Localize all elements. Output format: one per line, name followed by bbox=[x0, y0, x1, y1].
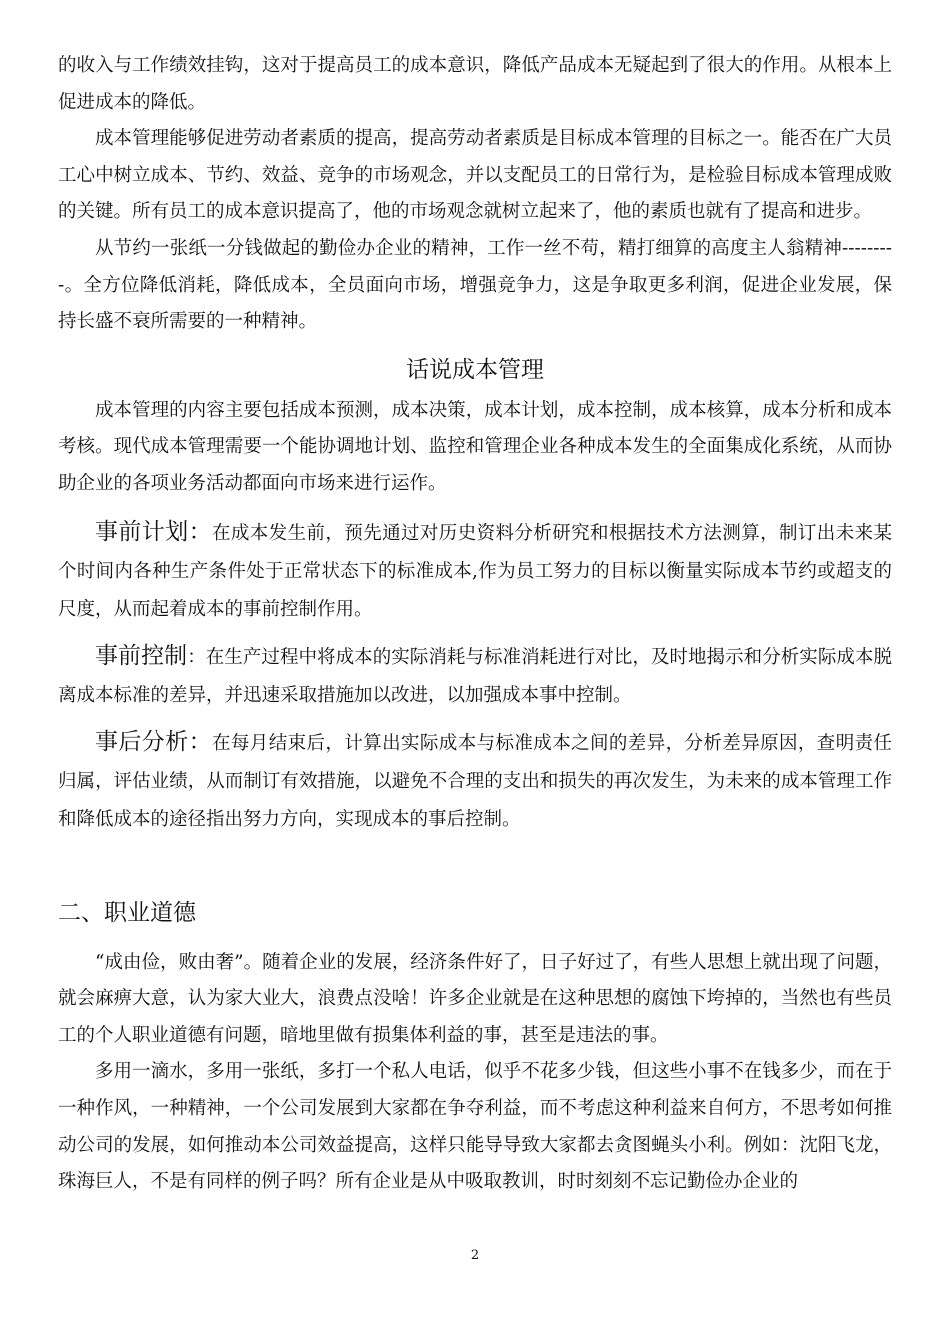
document-page bbox=[58, 48, 892, 1201]
term-label: 事后分析： bbox=[95, 728, 212, 755]
section-title: 话说成本管理 bbox=[406, 356, 544, 383]
page-number: 2 bbox=[470, 1248, 480, 1263]
term-label: 事前控制 bbox=[95, 642, 188, 669]
body-paragraph: 的收入与工作绩效挂钩，这对于提高员工的成本意识，降低产品成本无疑起到了很大的作用。从根本上促进成本的降低。 bbox=[58, 55, 892, 113]
body-paragraph: “成由俭，败由奢”。随着企业的发展，经济条件好了，日子好过了，有些人思想上就出现了问题，就会麻痹大意，认为家大业大，浪费点没啥！许多企业就是在这种思想的腐蚀下垮掉的，当然也有些员工的个人职业道德有问题，暗地里做有损集体利益的事，甚至是违法的事。 bbox=[58, 951, 892, 1046]
term-paragraph bbox=[58, 637, 892, 715]
intro-paragraph: 成本管理的内容主要包括成本预测，成本决策，成本计划，成本控制，成本核算，成本分析和成本考核。现代成本管理需要一个能协调地计划、监控和管理企业各种成本发生的全面集成化系统，从而协助企业的各项业务活动都面向市场来进行运作。 bbox=[58, 399, 892, 494]
term-description: 在成本发生前，预先通过对历史资料分析研究和根据技术方法测算，制订出未来某个时间内各种生产条件处于正常状态下的标准成本,作为员工努力的目标以衡量实际成本节约或超支的尺度，从而起着成本的事前控制作用。 bbox=[58, 522, 892, 620]
body-paragraph: 从节约一张纸一分钱做起的勤俭办企业的精神，工作一丝不苟，精打细算的高度主人翁精神---------。全方位降低消耗，降低成本，全员面向市场，增强竞争力，这是争取更多利润，促进企业发展，保持长盛不衰所需要的一种精神。 bbox=[58, 237, 892, 333]
body-paragraph: 多用一滴水，多用一张纸，多打一个私人电话，似乎不花多少钱，但这些小事不在钱多少，而在于一种作风，一种精神，一个公司发展到大家都在争夺利益，而不考虑这种利益来自何方，不思考如何推动公司的发展，如何推动本公司效益提高，这样只能导导致大家都去贪图蝇头小利。例如：沈阳飞龙，珠海巨人，不是有同样的例子吗？所有企业是从中吸取教训，时时刻刻不忘记勤俭办企业的 bbox=[58, 1061, 892, 1193]
term-paragraph bbox=[58, 723, 892, 839]
body-paragraph: 成本管理能够促进劳动者素质的提高，提高劳动者素质是目标成本管理的目标之一。能否在广大员工心中树立成本、节约、效益、竞争的市场观念，并以支配员工的日常行为，是检验目标成本管理成败的关键。所有员工的成本意识提高了，他的市场观念就树立起来了，他的素质也就有了提高和进步。 bbox=[58, 128, 892, 223]
term-description: ：在生产过程中将成本的实际消耗与标准消耗进行对比，及时地揭示和分析实际成本脱离成本标准的差异，并迅速采取措施加以改进，以加强成本事中控制。 bbox=[58, 646, 892, 706]
term-list bbox=[58, 513, 892, 839]
term-description: 在每月结束后，计算出实际成本与标准成本之间的差异，分析差异原因，查明责任归属，评估业绩，从而制订有效措施，以避免不合理的支出和损失的再次发生，为未来的成本管理工作和降低成本的途径指出努力方向，实现成本的事后控制。 bbox=[58, 732, 892, 830]
term-label: 事前计划： bbox=[95, 518, 212, 545]
term-paragraph bbox=[58, 513, 892, 629]
chapter-heading: 二、职业道德 bbox=[58, 899, 196, 926]
